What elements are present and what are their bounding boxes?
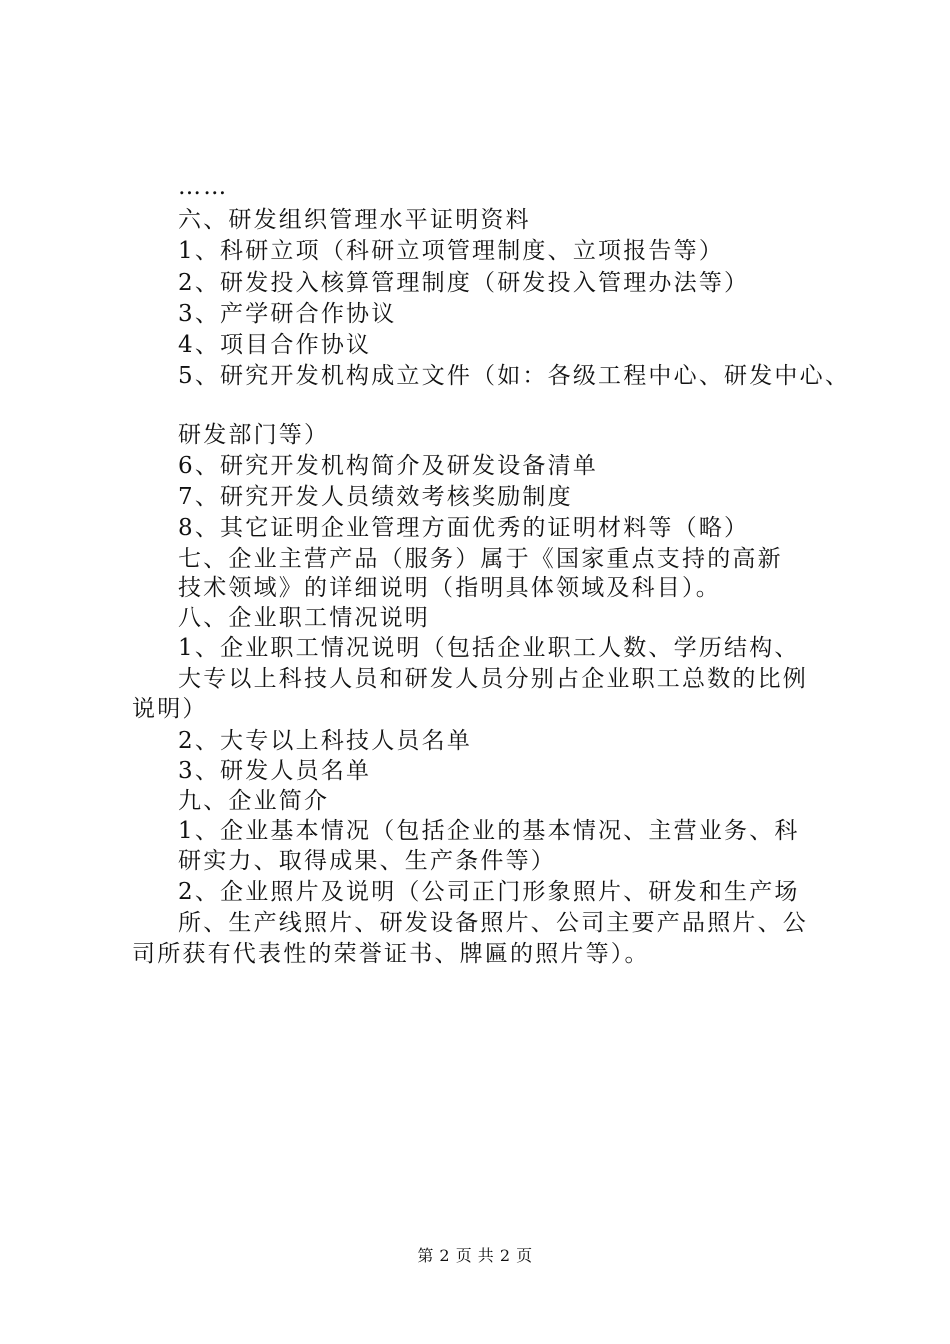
list-item-continuation: 司所获有代表性的荣誉证书、牌匾的照片等）。 xyxy=(132,941,650,967)
list-item: 3、研发人员名单 xyxy=(178,758,372,784)
list-item: 4、项目合作协议 xyxy=(178,332,372,358)
section-heading-9: 九、企业简介 xyxy=(178,788,330,814)
list-item-continuation: 说明） xyxy=(132,696,208,722)
list-item: 3、产学研合作协议 xyxy=(178,301,397,327)
section-heading-7: 七、企业主营产品（服务）属于《国家重点支持的高新 xyxy=(178,546,783,572)
list-item: 7、研究开发人员绩效考核奖励制度 xyxy=(178,484,573,510)
list-item: 5、研究开发机构成立文件（如：各级工程中心、研发中心、 xyxy=(178,363,851,389)
list-item: 6、研究开发机构简介及研发设备清单 xyxy=(178,453,599,479)
ellipsis-line: …… xyxy=(178,174,229,200)
list-item: 2、企业照片及说明（公司正门形象照片、研发和生产场 xyxy=(178,879,800,905)
section-heading-6: 六、研发组织管理水平证明资料 xyxy=(178,207,531,233)
list-item: 2、大专以上科技人员名单 xyxy=(178,728,473,754)
list-item: 1、科研立项（科研立项管理制度、立项报告等） xyxy=(178,238,725,264)
section-heading-8: 八、企业职工情况说明 xyxy=(178,605,430,631)
page-number-footer: 第 2 页 共 2 页 xyxy=(417,1246,533,1265)
list-item-continuation: 所、生产线照片、研发设备照片、公司主要产品照片、公 xyxy=(178,910,808,936)
list-item: 1、企业基本情况（包括企业的基本情况、主营业务、科 xyxy=(178,818,800,844)
list-item-continuation: 研实力、取得成果、生产条件等） xyxy=(178,848,556,874)
section-heading-7-continuation: 技术领域》的详细说明（指明具体领域及科目）。 xyxy=(178,575,721,601)
list-item-continuation: 大专以上科技人员和研发人员分别占企业职工总数的比例 xyxy=(178,666,808,692)
list-item: 8、其它证明企业管理方面优秀的证明材料等（略） xyxy=(178,515,750,541)
list-item: 1、企业职工情况说明（包括企业职工人数、学历结构、 xyxy=(178,635,800,661)
list-item-continuation: 研发部门等） xyxy=(178,422,330,448)
list-item: 2、研发投入核算管理制度（研发投入管理办法等） xyxy=(178,270,750,296)
